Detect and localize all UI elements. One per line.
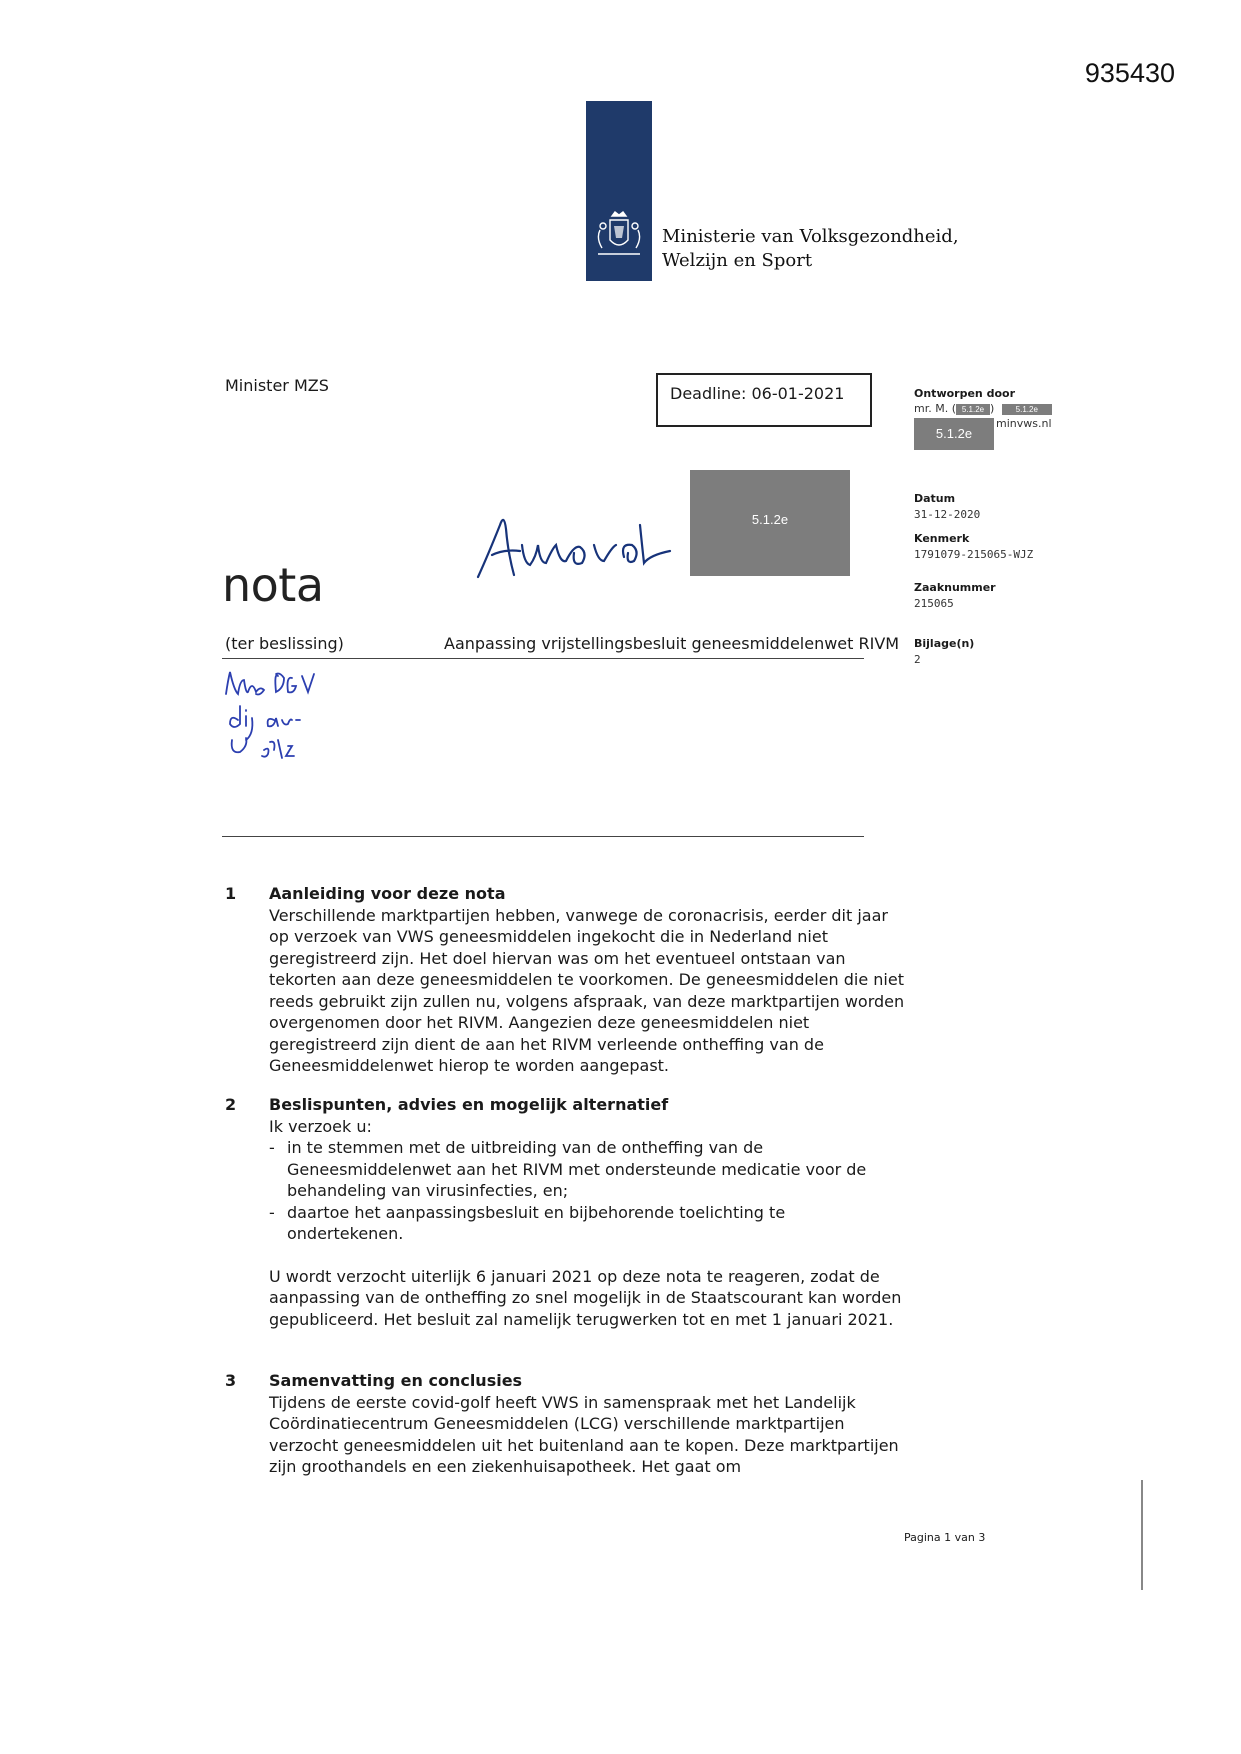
section-2-intro: Ik verzoek u: [269,1116,372,1136]
document-type: (ter beslissing) [225,634,344,653]
bijlage-label: Bijlage(n) [914,637,975,650]
ministry-name [662,225,959,273]
page-number: Pagina 1 van 3 [904,1531,986,1544]
section-1 [225,883,905,1077]
section-2-closing: U wordt verzocht uiterlijk 6 januari 2021 op deze nota te reageren, zodat de aanpassing van de ontheffing zo snel mogelijk in de Staatscourant kan worden gepubliceerd. Het besluit zal namelijk terugwerken tot en met 1 januari 2021. [269,1266,902,1329]
document-number: 935430 [1084,58,1175,88]
ontworpen-name-text: mr. M. ( [914,402,956,415]
kenmerk-label: Kenmerk [914,532,970,545]
scan-edge-line [1141,1480,1143,1590]
email-domain: minvws.nl [996,417,1052,430]
bijlage-value: 2 [914,653,921,666]
zaaknummer-label: Zaaknummer [914,581,996,594]
redaction-box-signature: 5.1.2e [690,470,850,576]
coat-of-arms-icon [586,208,652,272]
datum-label: Datum [914,492,956,505]
datum-value: 31-12-2020 [914,508,981,521]
section-2 [225,1094,905,1330]
zaaknummer-value: 215065 [914,597,954,610]
ministry-line-1: Ministerie van Volksgezondheid, [662,226,959,247]
ministry-line-2: Welzijn en Sport [662,250,813,271]
ontworpen-label: Ontworpen door [914,387,1015,400]
section-1-heading: Aanleiding voor deze nota [269,884,506,903]
recipient: Minister MZS [225,376,329,395]
header-rule [222,836,864,837]
section-2-bullets [269,1137,905,1245]
redaction-small-2: 5.1.2e [1002,404,1052,415]
subject-rule [222,658,864,659]
section-2-bullet-1: - in te stemmen met de uitbreiding van de ontheffing van de Geneesmiddelenwet aan het RIVM met ondersteunde medicatie voor de behandeling van virusinfecties, en; [269,1137,905,1202]
section-3-text: Tijdens de eerste covid-golf heeft VWS in samenspraak met het Landelijk Coördinatiecentrum Geneesmiddelen (LCG) verschillende marktpartijen verzocht geneesmiddelen uit het buitenland aan te kopen. Deze marktpartijen zijn groothandels en een ziekenhuisapotheek. Het gaat om [269,1392,899,1476]
section-1-number: 1 [225,884,237,903]
ontworpen-name [914,402,1052,415]
handwritten-annotation [222,668,342,768]
redaction-small-1: 5.1.2e [956,404,990,415]
section-1-text: Verschillende marktpartijen hebben, vanwege de coronacrisis, eerder dit jaar op verzoek van VWS geneesmiddelen ingekocht die in Nederland niet geregistreerd zijn. Het doel hiervan was om het eventueel ontstaan van tekorten aan deze geneesmiddelen te voorkomen. De geneesmiddelen die niet reeds gebruikt zijn zullen nu, volgens afspraak, van deze marktpartijen worden overgenomen door het RIVM. Aangezien deze geneesmiddelen niet geregistreerd zijn dient de aan het RIVM verleende ontheffing van de Geneesmiddelenwet hierop te worden aangepast. [269,905,905,1075]
section-2-heading: Beslispunten, advies en mogelijk alternatief [269,1095,669,1114]
redaction-box-meta: 5.1.2e [914,418,994,450]
signature [470,505,690,585]
section-3 [225,1370,905,1478]
deadline-box: Deadline: 06-01-2021 [656,373,872,427]
section-3-number: 3 [225,1371,237,1390]
section-3-heading: Samenvatting en conclusies [269,1371,523,1390]
kenmerk-value: 1791079-215065-WJZ [914,548,1034,561]
section-2-bullet-2: - daartoe het aanpassingsbesluit en bijbehorende toelichting te ondertekenen. [269,1202,905,1245]
subject: Aanpassing vrijstellingsbesluit geneesmiddelenwet RIVM [444,634,900,653]
ontworpen-close: ) [990,402,995,415]
document-title: nota [222,558,324,612]
section-2-number: 2 [225,1095,237,1114]
